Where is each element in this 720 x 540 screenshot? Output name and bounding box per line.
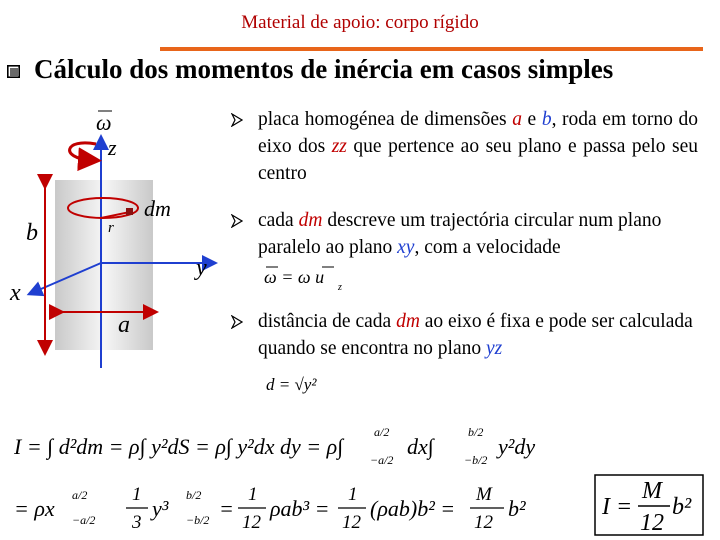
plane-yz: yz: [485, 338, 503, 359]
distance-expression: d = √y²: [266, 375, 317, 394]
result-box: [594, 474, 704, 536]
item-text: que pertence ao seu plano e passa pelo seu centro: [258, 136, 698, 184]
svg-text:12: 12: [342, 512, 361, 533]
svg-text:I = ∫ d²dm = ρ∫ y²dS = ρ∫ y²dx: I = ∫ d²dm = ρ∫ y²dS = ρ∫ y²dx dy = ρ∫: [14, 434, 344, 459]
integral-derivation: [14, 420, 574, 535]
svg-text:1: 1: [248, 484, 258, 505]
svg-text:dx∫: dx∫: [407, 434, 434, 459]
item-text: , roda em torno do eixo dos: [258, 109, 699, 157]
svg-text:y²dy: y²dy: [498, 434, 536, 459]
item-text: distância de cada: [258, 311, 397, 332]
dimension-a: a: [512, 109, 522, 130]
svg-text:= ρx: = ρx: [14, 496, 55, 521]
b-label: b: [26, 220, 38, 246]
item-text: descreve um trajectória circular num plano paralelo ao plano: [258, 210, 662, 258]
svg-text:M: M: [476, 484, 492, 505]
svg-text:a/2: a/2: [72, 488, 88, 502]
svg-text:12: 12: [474, 512, 493, 533]
mass-element-dm: dm: [396, 311, 420, 332]
item-text: e: [521, 109, 542, 130]
mass-element: [126, 208, 133, 215]
svg-text:−a/2: −a/2: [370, 453, 394, 467]
distance-formula: [264, 366, 354, 398]
svg-text:b²: b²: [672, 494, 692, 520]
velocity-formula: [262, 262, 352, 294]
mass-element-dm: dm: [298, 210, 323, 231]
velocity-expression: ω = ω u: [264, 267, 325, 287]
svg-text:−a/2: −a/2: [72, 513, 96, 527]
svg-text:I =: I =: [602, 494, 633, 520]
svg-text:b/2: b/2: [186, 488, 202, 502]
item-text: placa homogénea de dimensões: [258, 109, 513, 130]
rotation-arrow-icon: [70, 143, 96, 160]
svg-text:M: M: [642, 478, 662, 504]
a-label: a: [118, 312, 130, 338]
arrow-bullet-icon: [231, 214, 243, 228]
svg-text:b/2: b/2: [468, 425, 484, 439]
dimension-b: b: [541, 109, 552, 130]
svg-text:12: 12: [640, 510, 664, 536]
svg-text:3: 3: [132, 512, 142, 533]
svg-text:(ρab)b² =: (ρab)b² =: [370, 496, 456, 521]
square-bullet-icon: [7, 65, 20, 78]
item-text: cada: [258, 210, 299, 231]
svg-text:−b/2: −b/2: [464, 453, 488, 467]
dm-label: dm: [144, 196, 171, 221]
x-label: x: [10, 280, 21, 306]
bullet-item-dm: [258, 207, 698, 261]
bullet-item-distance: [258, 308, 698, 362]
svg-text:12: 12: [242, 512, 261, 533]
svg-text:b²: b²: [508, 496, 526, 521]
bullet-item-plate: [258, 106, 698, 187]
arrow-bullet-icon: [231, 113, 243, 127]
r-label: r: [108, 220, 114, 236]
header-divider: [160, 47, 703, 51]
svg-text:1: 1: [132, 484, 142, 505]
velocity-subscript: z: [338, 282, 342, 293]
slide-header: Material de apoio: corpo rígido: [241, 12, 479, 33]
y-label: y: [196, 255, 207, 281]
item-text: ao eixo é fixa e pode ser calculada quando se encontra no plano: [258, 311, 693, 359]
svg-text:=: =: [219, 496, 234, 521]
z-label: z: [108, 135, 117, 160]
section-heading: Cálculo dos momentos de inércia em casos simples: [34, 54, 614, 84]
svg-text:ρab³ =: ρab³ =: [270, 496, 330, 521]
omega-label: ω: [96, 110, 112, 135]
axis-zz: zz: [331, 136, 347, 157]
item-text: , com a velocidade: [414, 237, 561, 258]
svg-text:1: 1: [348, 484, 358, 505]
arrow-bullet-icon: [231, 315, 243, 329]
plane-xy: xy: [397, 237, 415, 258]
rotating-plate-diagram: [0, 100, 225, 370]
svg-text:y³: y³: [152, 496, 169, 521]
svg-text:a/2: a/2: [374, 425, 390, 439]
svg-text:−b/2: −b/2: [186, 513, 210, 527]
